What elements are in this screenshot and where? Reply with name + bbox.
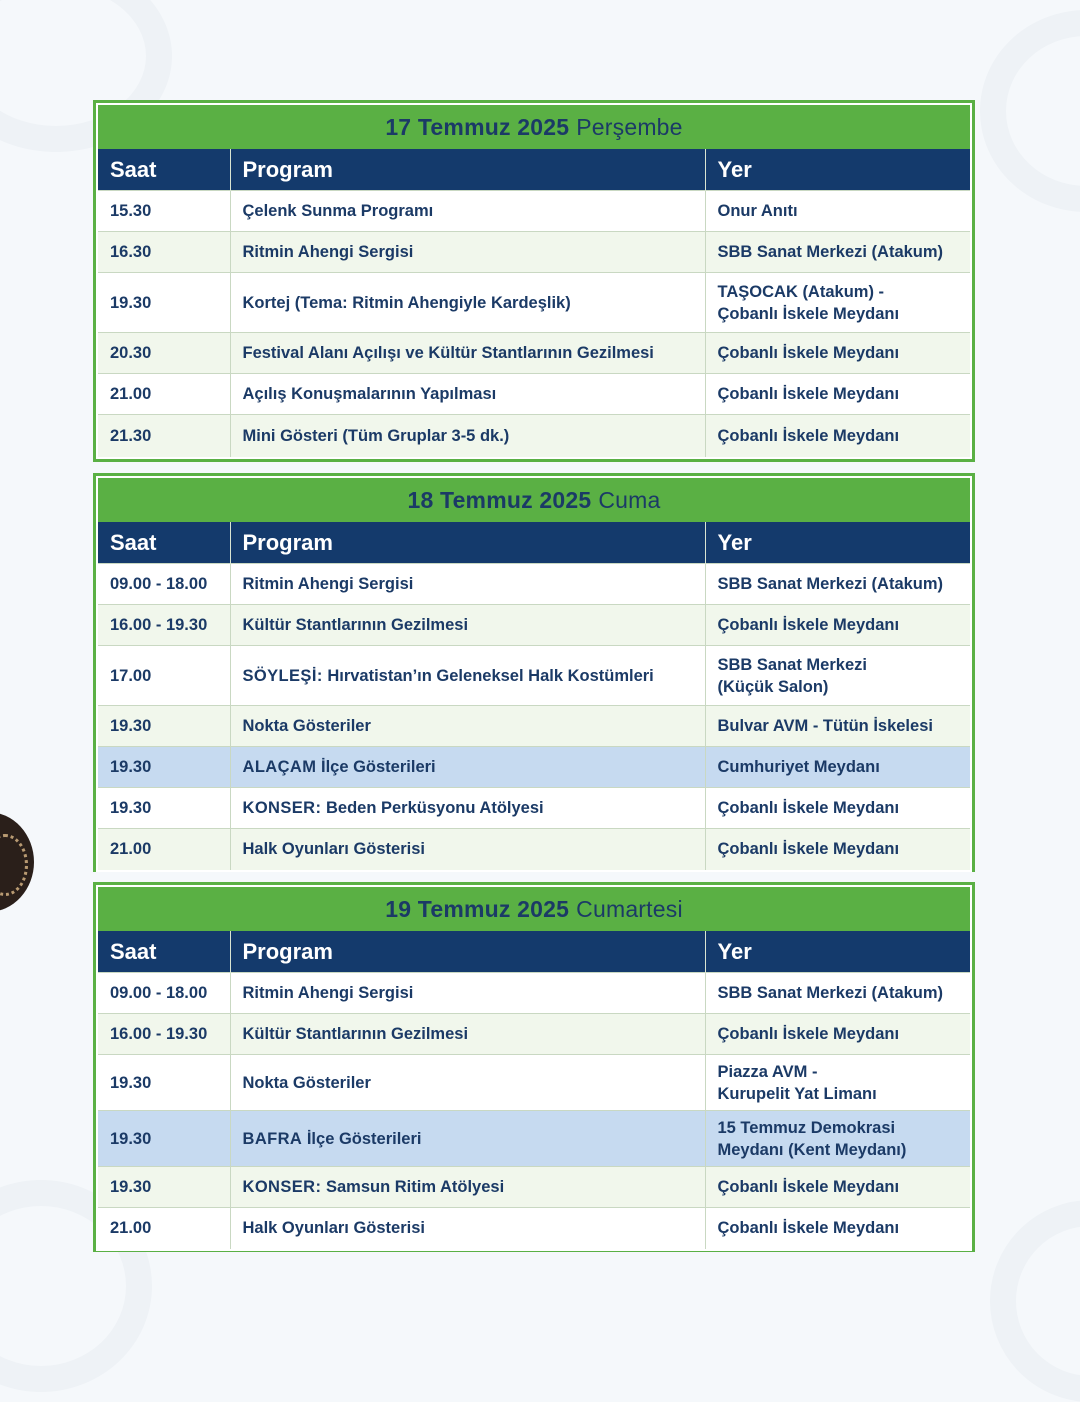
table-row: [98, 415, 970, 457]
header-place: Yer: [705, 522, 970, 564]
day-weekday: Cumartesi: [576, 895, 683, 922]
place-line: Çobanlı İskele Meydanı: [717, 840, 900, 859]
place-line: Çobanlı İskele Meydanı: [717, 1025, 900, 1043]
cell-place: [705, 415, 970, 457]
table-row: [98, 564, 970, 605]
schedule-day-2: [93, 473, 975, 872]
program-text: Mini Gösteri (Tüm Gruplar 3-5 dk.): [242, 426, 510, 445]
cell-time: 20.30: [98, 333, 230, 374]
cell-program: [230, 333, 705, 374]
cell-program: [230, 374, 705, 415]
program-text: Hırvatistan’ın Geleneksel Halk Kostümleri: [327, 666, 654, 685]
place-line: 15 Temmuz Demokrasi: [717, 1118, 896, 1137]
cell-time: 16.00 - 19.30: [98, 1014, 230, 1055]
cell-place: [705, 1014, 970, 1055]
cell-time: 21.00: [98, 829, 230, 870]
cell-program: [230, 747, 705, 788]
cell-place: [705, 1055, 970, 1111]
background-ornament: [990, 1200, 1080, 1402]
table-row: [98, 1167, 970, 1208]
cell-program: [230, 1167, 705, 1208]
place-line: SBB Sanat Merkezi (Atakum): [717, 984, 944, 1002]
cell-place: [705, 706, 970, 747]
cell-time: 09.00 - 18.00: [98, 564, 230, 605]
program-text: Nokta Gösteriler: [242, 717, 371, 735]
table-row: [98, 374, 970, 415]
cell-program: [230, 788, 705, 829]
place-line: Çobanlı İskele Meydanı: [717, 1219, 900, 1238]
place-line: Çobanlı İskele Meydanı: [717, 344, 900, 362]
decorative-costume-image: [0, 812, 34, 912]
day-weekday: Perşembe: [576, 113, 683, 140]
program-text: İlçe Gösterileri: [320, 758, 436, 776]
schedule-table: [98, 522, 970, 870]
cell-place: [705, 747, 970, 788]
program-text: Kültür Stantlarının Gezilmesi: [242, 1025, 469, 1043]
cell-time: 09.00 - 18.00: [98, 973, 230, 1014]
cell-time: 19.30: [98, 706, 230, 747]
cell-time: 21.00: [98, 1208, 230, 1249]
cell-time: 19.30: [98, 1111, 230, 1167]
table-row: [98, 333, 970, 374]
cell-time: 21.30: [98, 415, 230, 457]
table-row: [98, 706, 970, 747]
program-text: Ritmin Ahengi Sergisi: [242, 575, 414, 593]
place-line: Çobanlı İskele Meydanı: [717, 426, 900, 445]
program-text: Nokta Gösteriler: [242, 1073, 371, 1092]
table-row: [98, 646, 970, 706]
program-text: Beden Perküsyonu Atölyesi: [325, 799, 544, 817]
program-text: İlçe Gösterileri: [306, 1129, 422, 1148]
day-date: 19 Temmuz 2025: [385, 895, 570, 922]
place-line: TAŞOCAK (Atakum) -: [717, 282, 885, 301]
table-row: [98, 191, 970, 232]
cell-program: [230, 646, 705, 706]
header-place: Yer: [705, 149, 970, 191]
cell-time: 19.30: [98, 1055, 230, 1111]
day-date: 18 Temmuz 2025: [407, 486, 592, 513]
table-row: [98, 788, 970, 829]
program-keyword: ALAÇAM: [242, 758, 317, 776]
day-title: [98, 887, 970, 931]
cell-place: [705, 829, 970, 870]
table-row: [98, 1014, 970, 1055]
table-row: [98, 829, 970, 870]
place-line: (Küçük Salon): [717, 677, 829, 696]
cell-program: [230, 1014, 705, 1055]
place-line: Kurupelit Yat Limanı: [717, 1084, 877, 1103]
cell-program: [230, 706, 705, 747]
cell-program: [230, 829, 705, 870]
day-title: [98, 105, 970, 149]
header-time: Saat: [98, 149, 230, 191]
cell-place: [705, 1208, 970, 1249]
header-time: Saat: [98, 931, 230, 973]
cell-place: [705, 273, 970, 333]
cell-time: 16.30: [98, 232, 230, 273]
header-row: [98, 522, 970, 564]
cell-program: [230, 273, 705, 333]
cell-place: [705, 374, 970, 415]
program-keyword: BAFRA: [242, 1129, 303, 1148]
header-program: Program: [230, 931, 705, 973]
cell-program: [230, 415, 705, 457]
cell-place: [705, 788, 970, 829]
cell-place: [705, 232, 970, 273]
place-line: Çobanlı İskele Meydanı: [717, 616, 900, 634]
place-line: Çobanlı İskele Meydanı: [717, 385, 900, 403]
cell-program: [230, 191, 705, 232]
day-weekday: Cuma: [598, 486, 661, 513]
schedule-table: [98, 149, 970, 457]
day-title: [98, 478, 970, 522]
cell-place: [705, 191, 970, 232]
cell-place: [705, 646, 970, 706]
cell-place: [705, 973, 970, 1014]
table-row: [98, 273, 970, 333]
place-line: SBB Sanat Merkezi: [717, 655, 867, 674]
cell-place: [705, 605, 970, 646]
place-line: Cumhuriyet Meydanı: [717, 758, 880, 776]
program-keyword: KONSER:: [242, 799, 322, 817]
cell-program: [230, 232, 705, 273]
header-place: Yer: [705, 931, 970, 973]
place-line: Onur Anıtı: [717, 202, 798, 220]
place-line: Çobanlı İskele Meydanı: [717, 304, 900, 323]
header-row: [98, 149, 970, 191]
cell-time: 16.00 - 19.30: [98, 605, 230, 646]
program-text: Kültür Stantlarının Gezilmesi: [242, 616, 469, 634]
schedule-table: [98, 931, 970, 1249]
program-text: Çelenk Sunma Programı: [242, 202, 434, 220]
cell-time: 19.30: [98, 1167, 230, 1208]
table-row: [98, 747, 970, 788]
program-keyword: SÖYLEŞİ:: [242, 666, 323, 685]
place-line: SBB Sanat Merkezi (Atakum): [717, 243, 944, 261]
cell-time: 19.30: [98, 273, 230, 333]
header-program: Program: [230, 522, 705, 564]
place-line: Meydanı (Kent Meydanı): [717, 1140, 907, 1159]
cell-place: [705, 333, 970, 374]
cell-place: [705, 1111, 970, 1167]
place-line: Çobanlı İskele Meydanı: [717, 1178, 900, 1196]
day-date: 17 Temmuz 2025: [385, 113, 570, 140]
cell-program: [230, 973, 705, 1014]
cell-program: [230, 1055, 705, 1111]
program-text: Kortej (Tema: Ritmin Ahengiyle Kardeşlik): [242, 293, 571, 312]
table-row: [98, 1055, 970, 1111]
place-line: SBB Sanat Merkezi (Atakum): [717, 575, 944, 593]
header-time: Saat: [98, 522, 230, 564]
program-text: Halk Oyunları Gösterisi: [242, 840, 425, 859]
cell-time: 15.30: [98, 191, 230, 232]
header-row: [98, 931, 970, 973]
cell-place: [705, 1167, 970, 1208]
header-program: Program: [230, 149, 705, 191]
table-row: [98, 605, 970, 646]
program-keyword: KONSER:: [242, 1178, 322, 1196]
background-ornament: [980, 10, 1080, 212]
cell-place: [705, 564, 970, 605]
cell-time: 19.30: [98, 788, 230, 829]
cell-time: 17.00: [98, 646, 230, 706]
table-row: [98, 232, 970, 273]
program-text: Ritmin Ahengi Sergisi: [242, 243, 414, 261]
schedule-day-3: [93, 882, 975, 1252]
program-text: Samsun Ritim Atölyesi: [325, 1178, 505, 1196]
place-line: Bulvar AVM - Tütün İskelesi: [717, 717, 933, 735]
program-text: Festival Alanı Açılışı ve Kültür Stantlarının Gezilmesi: [242, 344, 654, 362]
cell-program: [230, 1208, 705, 1249]
place-line: Piazza AVM -: [717, 1062, 818, 1081]
cell-program: [230, 605, 705, 646]
table-row: [98, 1208, 970, 1249]
table-row: [98, 1111, 970, 1167]
place-line: Çobanlı İskele Meydanı: [717, 799, 900, 817]
table-row: [98, 973, 970, 1014]
program-text: Ritmin Ahengi Sergisi: [242, 984, 414, 1002]
cell-program: [230, 1111, 705, 1167]
cell-time: 21.00: [98, 374, 230, 415]
cell-program: [230, 564, 705, 605]
cell-time: 19.30: [98, 747, 230, 788]
program-text: Açılış Konuşmalarının Yapılması: [242, 385, 497, 403]
schedule-day-1: [93, 100, 975, 462]
program-text: Halk Oyunları Gösterisi: [242, 1219, 425, 1238]
